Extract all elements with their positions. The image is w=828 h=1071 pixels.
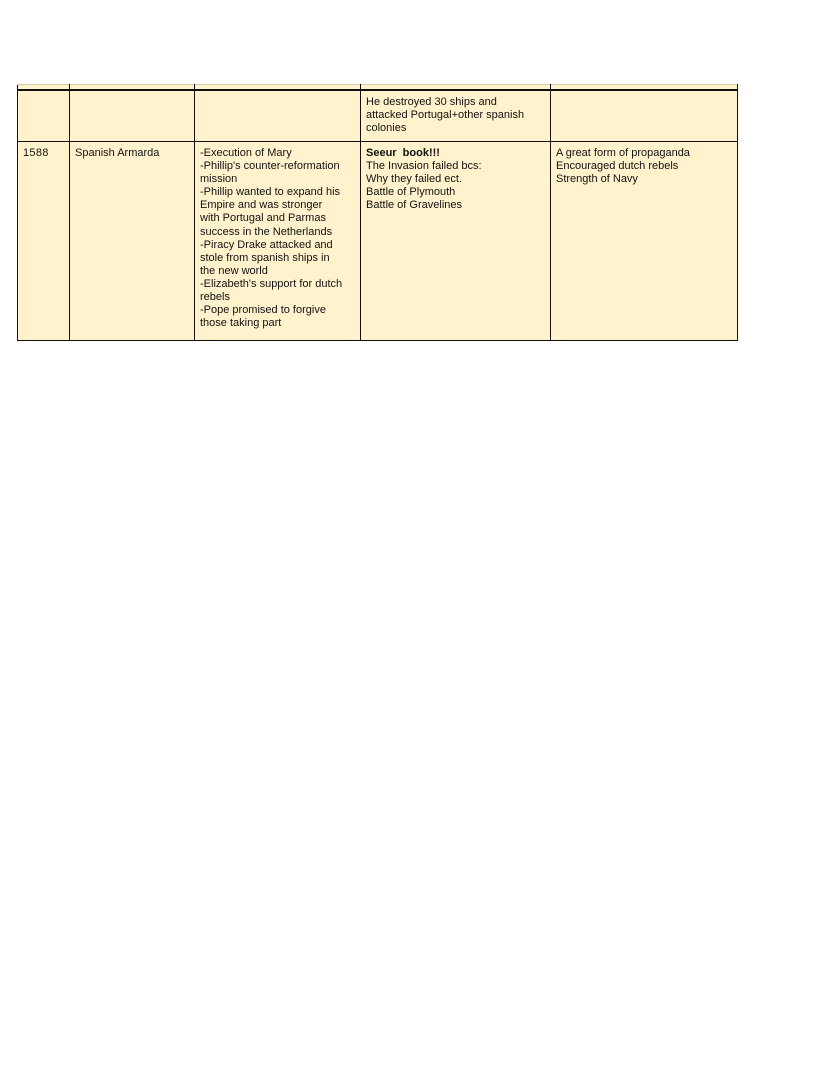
text-line: Battle of Gravelines (366, 199, 462, 212)
cell-empty-outcomes[interactable] (551, 90, 738, 142)
text-line: -Pope promised to forgive (200, 304, 326, 317)
text-line: success in the Netherlands (200, 225, 333, 238)
cell-partial-description[interactable] (361, 90, 551, 142)
text-line: stole from spanish ships in (200, 251, 330, 264)
text-line: He destroyed 30 ships and (366, 96, 497, 108)
cell-year[interactable]: 1588 (18, 142, 70, 341)
cell-causes[interactable] (195, 142, 361, 341)
text-line: Battle of Plymouth (366, 186, 456, 199)
text-line: rebels (200, 291, 230, 304)
text-line: -Elizabeth's support for dutch (200, 277, 343, 290)
history-notes-table (17, 84, 738, 341)
table-row-partial (18, 90, 738, 142)
table-row-armada (18, 142, 738, 341)
text-line: colonies (366, 122, 407, 135)
text-line: -Execution of Mary (200, 147, 292, 159)
text-line: Encouraged dutch rebels (556, 160, 679, 173)
text-line: those taking part (200, 317, 282, 330)
text-line: A great form of propaganda (556, 147, 690, 159)
cell-outcomes[interactable] (551, 142, 738, 341)
cell-empty-causes[interactable] (195, 90, 361, 142)
cell-empty-event[interactable] (70, 90, 195, 142)
text-line: attacked Portugal+other spanish (366, 109, 525, 122)
text-line: -Phillip wanted to expand his (200, 186, 341, 199)
cell-empty-year[interactable] (18, 90, 70, 142)
text-line: mission (200, 173, 238, 186)
text-line: Empire and was stronger (200, 199, 323, 212)
text-line: -Phillip's counter-reformation (200, 160, 340, 173)
text-line: the new world (200, 264, 268, 277)
text-line: The Invasion failed bcs: (366, 160, 482, 173)
cell-failure-notes[interactable] (361, 142, 551, 341)
text-line: with Portugal and Parmas (200, 212, 326, 225)
text-line: Seeur book!!! (366, 147, 440, 159)
text-line: -Piracy Drake attacked and (200, 238, 333, 251)
text-line: Strength of Navy (556, 173, 638, 186)
cell-event[interactable]: Spanish Armarda (70, 142, 195, 341)
text-line: Why they failed ect. (366, 173, 462, 186)
